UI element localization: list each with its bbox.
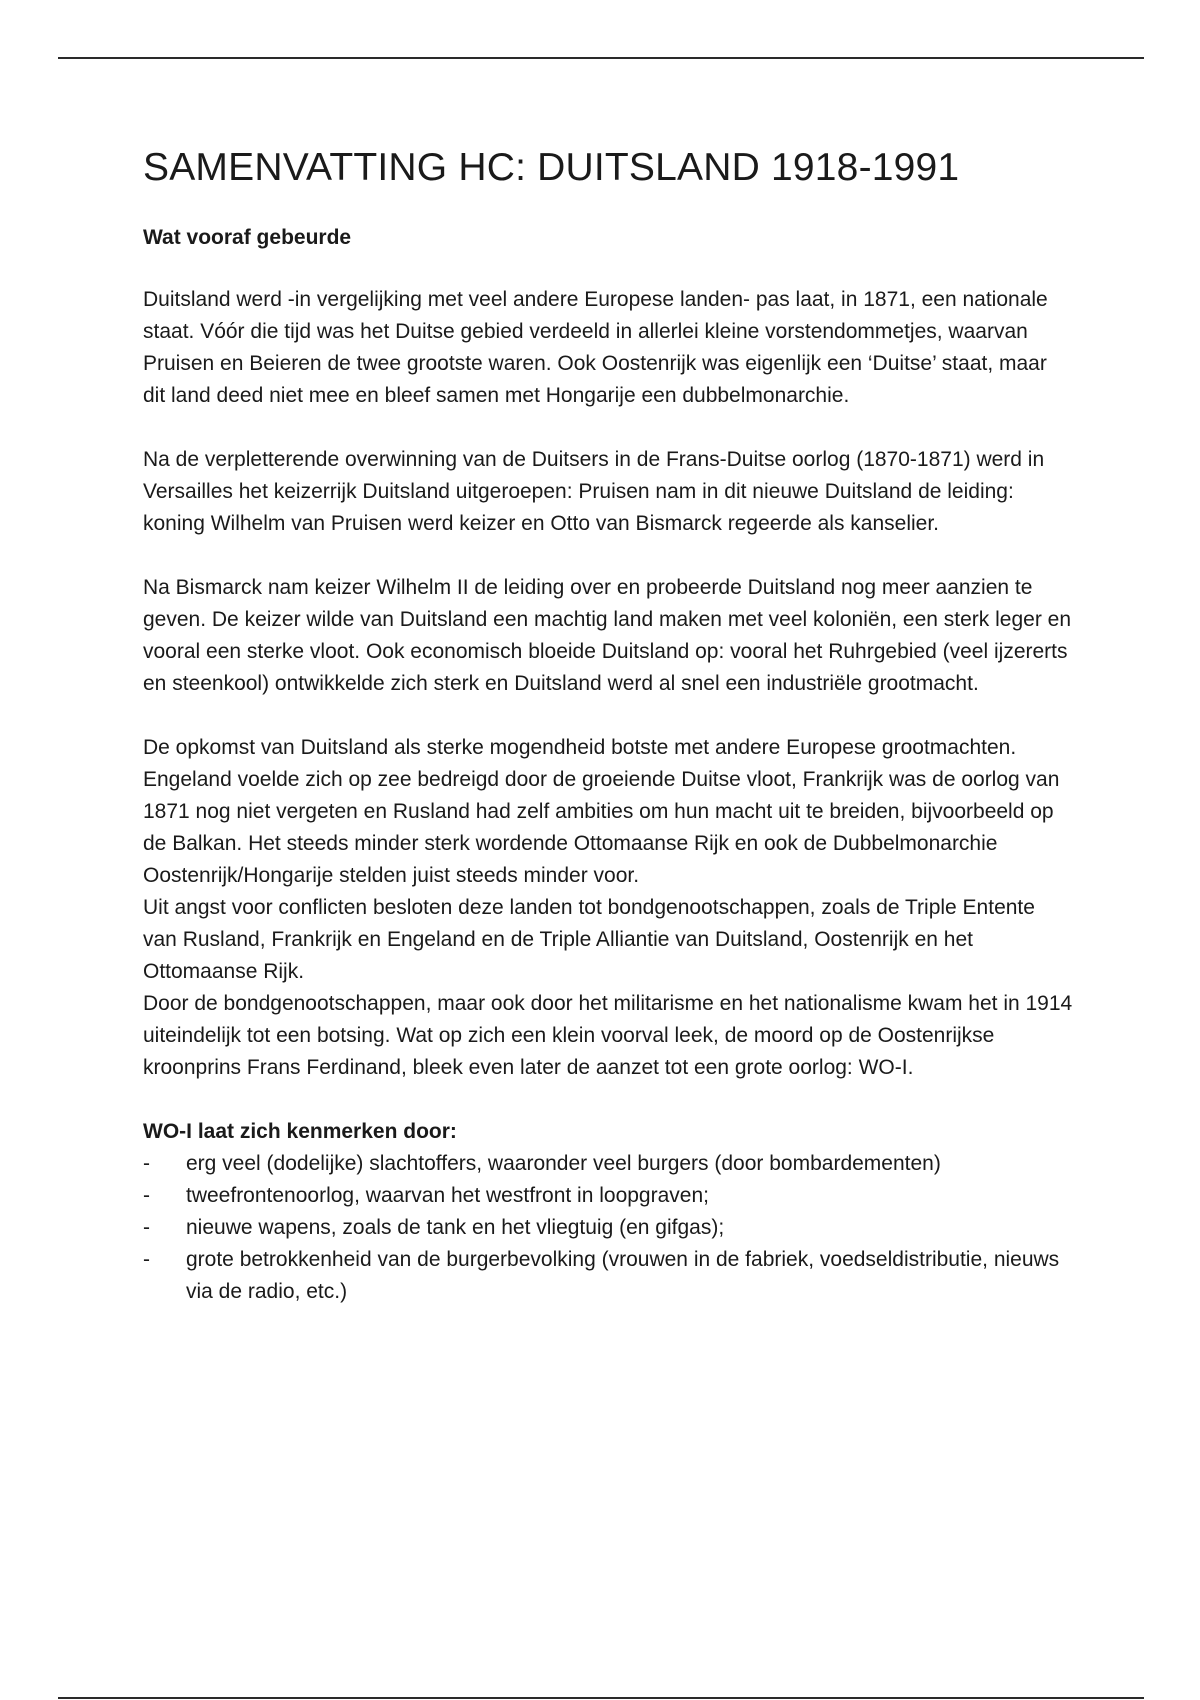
paragraph-unification: Duitsland werd -in vergelijking met veel andere Europese landen- pas laat, in 1871, een nationale staat. Vóór die tijd was het Duitse gebied verdeeld in allerlei kleine vorstendommetjes, waarvan Pruisen en Beieren de twee grootste waren. Ook Oostenrijk was eigenlijk een ‘Duitse’ staat, maar dit land deed niet mee en bleef samen met Hongarije een dubbelmonarchie.	[143, 288, 1048, 407]
list-item-text: nieuwe wapens, zoals de tank en het vliegtuig (en gifgas);	[186, 1216, 725, 1239]
section-heading-ww1-characteristics: WO-I laat zich kenmerken door:	[143, 1120, 457, 1143]
bullet-marker: -	[143, 1216, 150, 1239]
document-title: SAMENVATTING HC: DUITSLAND 1918-1991	[143, 146, 960, 189]
list-item-text: tweefrontenoorlog, waarvan het westfront in loopgraven;	[186, 1184, 709, 1207]
list-item	[143, 1244, 1073, 1308]
bullet-marker: -	[143, 1184, 150, 1207]
list-item	[143, 1148, 1073, 1180]
paragraph-wilhelm-ii: Na Bismarck nam keizer Wilhelm II de leiding over en probeerde Duitsland nog meer aanzien te geven. De keizer wilde van Duitsland een machtig land maken met veel koloniën, een sterk leger en vooral een sterke vloot. Ook economisch bloeide Duitsland op: vooral het Ruhrgebied (veel ijzererts en steenkool) ontwikkelde zich sterk en Duitsland werd al snel een industriële grootmacht.	[143, 576, 1072, 695]
bottom-rule	[58, 1697, 1144, 1699]
bullet-marker: -	[143, 1152, 150, 1175]
paragraph-alliances: Uit angst voor conflicten besloten deze landen tot bondgenootschappen, zoals de Triple Entente van Rusland, Frankrijk en Engeland en de Triple Alliantie van Duitsland, Oostenrijk en het Ottomaanse Rijk.	[143, 896, 1035, 983]
list-item	[143, 1212, 1073, 1244]
paragraph-outbreak-ww1: Door de bondgenootschappen, maar ook door het militarisme en het nationalisme kwam het in 1914 uiteindelijk tot een botsing. Wat op zich een klein voorval leek, de moord op de Oostenrijkse kroonprins Frans Ferdinand, bleek even later de aanzet tot een grote oorlog: WO-I.	[143, 992, 1073, 1079]
document-body	[143, 140, 1073, 1308]
bullet-marker: -	[143, 1248, 150, 1271]
top-rule	[58, 57, 1144, 59]
paragraph-franco-prussian-war: Na de verpletterende overwinning van de Duitsers in de Frans-Duitse oorlog (1870-1871) werd in Versailles het keizerrijk Duitsland uitgeroepen: Pruisen nam in dit nieuwe Duitsland de leiding: koning Wilhelm van Pruisen werd keizer en Otto van Bismarck regeerde als kanselier.	[143, 448, 1045, 535]
section-heading-background: Wat vooraf gebeurde	[143, 226, 352, 249]
list-item-text: erg veel (dodelijke) slachtoffers, waaronder veel burgers (door bombardementen)	[186, 1152, 941, 1175]
ww1-characteristics-list	[143, 1148, 1073, 1308]
list-item-text: grote betrokkenheid van de burgerbevolking (vrouwen in de fabriek, voedseldistributie, nieuws via de radio, etc.)	[186, 1248, 1060, 1303]
list-item	[143, 1180, 1073, 1212]
paragraph-great-powers: De opkomst van Duitsland als sterke mogendheid botste met andere Europese grootmachten. Engeland voelde zich op zee bedreigd door de groeiende Duitse vloot, Frankrijk was de oorlog van 1871 nog niet vergeten en Rusland had zelf ambities om hun macht uit te breiden, bijvoorbeeld op de Balkan. Het steeds minder sterk wordende Ottomaanse Rijk en ook de Dubbelmonarchie Oostenrijk/Hongarije stelden juist steeds minder voor.	[143, 736, 1060, 887]
